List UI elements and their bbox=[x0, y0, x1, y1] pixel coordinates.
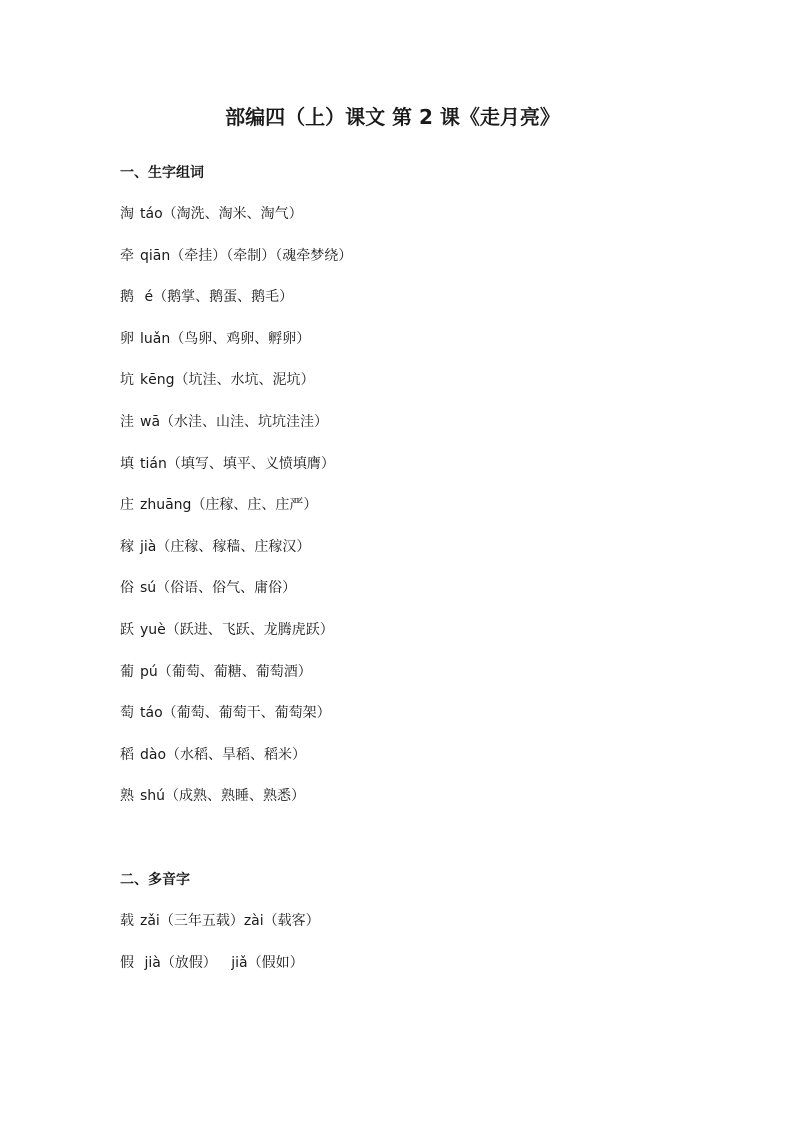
entry-words: （鸟卵、鸡卵、孵卵） bbox=[170, 330, 311, 347]
entry-character: 熟 bbox=[120, 788, 134, 805]
list-item bbox=[120, 911, 320, 953]
entry-character: 假 bbox=[120, 954, 134, 971]
entry-character: 萄 bbox=[120, 705, 134, 722]
entry-pinyin: jià bbox=[140, 954, 161, 971]
entry-character: 填 bbox=[120, 455, 134, 472]
entry-pinyin: táo bbox=[140, 705, 163, 722]
entry-pinyin: yuè bbox=[140, 621, 166, 638]
entry-character: 洼 bbox=[120, 413, 134, 430]
entry-pinyin: jià bbox=[140, 538, 157, 555]
list-item bbox=[120, 578, 352, 620]
entry-character: 庄 bbox=[120, 497, 134, 514]
entry-character: 牵 bbox=[120, 247, 134, 264]
entry-pinyin: wā bbox=[140, 413, 161, 430]
entry-character: 稻 bbox=[120, 746, 134, 763]
entry-words: （鹅掌、鹅蛋、鹅毛） bbox=[153, 289, 294, 306]
list-item bbox=[120, 537, 352, 579]
entry-pinyin: luǎn bbox=[140, 330, 171, 347]
list-item bbox=[120, 412, 352, 454]
entry-pinyin: sú bbox=[140, 580, 157, 597]
list-item bbox=[120, 620, 352, 662]
entry-pinyin: zhuāng bbox=[140, 497, 192, 514]
list-item bbox=[120, 745, 352, 787]
entry-pinyin: qiān bbox=[140, 247, 171, 264]
entry-character: 跃 bbox=[120, 621, 134, 638]
entry-words: （成熟、熟睡、熟悉） bbox=[165, 788, 306, 805]
entry-words: （水稻、旱稻、稻米） bbox=[166, 746, 307, 763]
entry-pinyin: dào bbox=[140, 746, 167, 763]
list-item bbox=[120, 454, 352, 496]
entry-pinyin: tián bbox=[140, 455, 167, 472]
entry-words: （放假） bbox=[160, 954, 217, 971]
page-title: 部编四（上）课文 第 2 课《走月亮》 bbox=[225, 105, 560, 129]
list-item bbox=[120, 953, 320, 995]
list-item bbox=[120, 786, 352, 828]
entry-words: （庄稼、稼穑、庄稼汉） bbox=[156, 538, 311, 555]
entry-pinyin: pú bbox=[140, 663, 158, 680]
polyphone-list bbox=[120, 911, 320, 994]
entry-character: 稼 bbox=[120, 538, 134, 555]
entry-character: 俗 bbox=[120, 580, 134, 597]
list-item bbox=[120, 329, 352, 371]
entry-words: （葡萄、葡萄干、葡萄架） bbox=[162, 705, 331, 722]
list-item bbox=[120, 246, 352, 288]
entry-character: 坑 bbox=[120, 372, 134, 389]
entry-words: （水洼、山洼、坑坑洼洼） bbox=[160, 413, 329, 430]
entry-character: 卵 bbox=[120, 330, 134, 347]
entry-character: 淘 bbox=[120, 206, 134, 222]
entry-words: （跃进、飞跃、龙腾虎跃） bbox=[165, 621, 334, 638]
entry-pinyin: zǎi bbox=[140, 913, 160, 929]
entry-words: （坑洼、水坑、泥坑） bbox=[174, 372, 315, 389]
list-item bbox=[120, 495, 352, 537]
entry-words: （葡萄、葡糖、葡萄酒） bbox=[157, 663, 312, 680]
entry-pinyin: táo bbox=[140, 206, 163, 222]
entry-words: （牵挂）（牵制）（魂牵梦绕） bbox=[170, 247, 353, 264]
entry-pinyin: kēng bbox=[140, 372, 175, 389]
entry-words: （淘洗、淘米、淘气） bbox=[162, 206, 303, 222]
section-heading-vocabulary: 一、生字组词 bbox=[120, 165, 204, 181]
entry-words: （庄稼、庄、庄严） bbox=[191, 497, 318, 514]
list-item bbox=[120, 204, 352, 246]
entry-words-alt: （假如） bbox=[247, 954, 304, 971]
list-item bbox=[120, 287, 352, 329]
entry-pinyin: shú bbox=[140, 788, 166, 805]
entry-pinyin-alt: zài bbox=[243, 913, 264, 929]
entry-pinyin: é bbox=[140, 289, 154, 306]
entry-words: （俗语、俗气、庸俗） bbox=[156, 580, 297, 597]
list-item bbox=[120, 370, 352, 412]
vocabulary-list bbox=[120, 204, 352, 828]
entry-character: 载 bbox=[120, 913, 134, 929]
list-item bbox=[120, 703, 352, 745]
entry-character: 鹅 bbox=[120, 289, 134, 306]
list-item bbox=[120, 662, 352, 704]
entry-words: （填写、填平、义愤填膺） bbox=[166, 455, 335, 472]
entry-pinyin-alt: jiǎ bbox=[226, 954, 248, 971]
section-heading-polyphones: 二、多音字 bbox=[120, 872, 190, 888]
entry-words-alt: （载客） bbox=[263, 913, 320, 929]
entry-words: （三年五载） bbox=[159, 913, 244, 929]
entry-character: 葡 bbox=[120, 663, 134, 680]
